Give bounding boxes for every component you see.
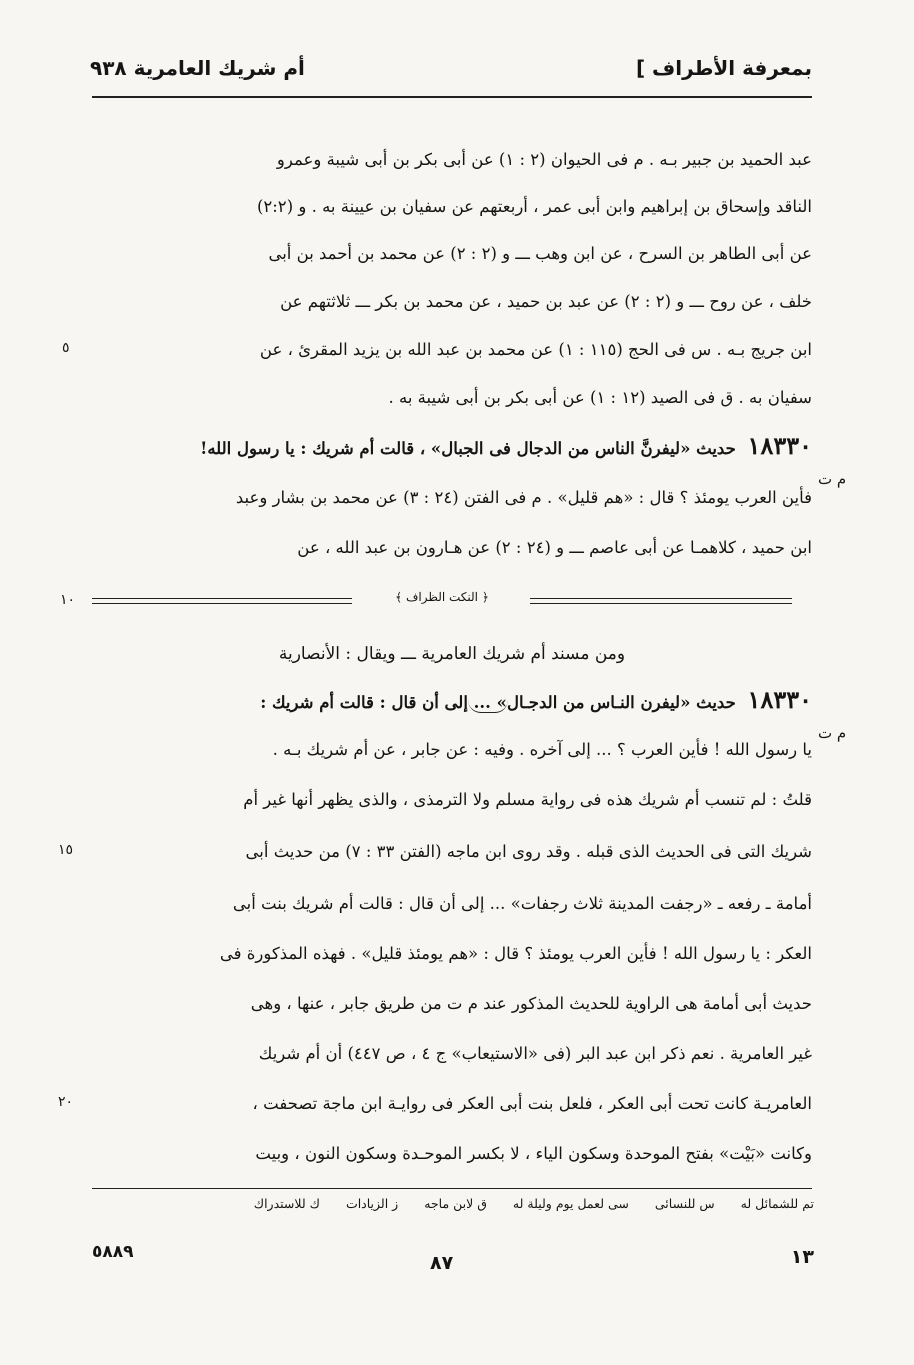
hadith2-text: حديث «ليفرن النـاس من الدجـال» ... إلى أن قال : قالت أم شريك : xyxy=(260,693,736,712)
text-line: عن أبى الطاهر بن السرح ، عن ابن وهب ـــ و (٢ : ٢) عن محمد بن أحمد بن أبى xyxy=(268,244,812,263)
divider-caption: ﴿ النكت الظراف ﴾ xyxy=(395,590,489,604)
text-line: الناقد وإسحاق بن إبراهيم وابن أبى عمر ، أربعتهم عن سفيان بن عيينة به . و (٢:٢) xyxy=(256,197,812,216)
text-line: عبد الحميد بن جبير بـه . م فى الحيوان (٢ : ١) عن أبى بكر بن أبى شيبة وعمرو xyxy=(276,150,812,169)
header-left: أم شريك العامرية ٩٣٨ xyxy=(90,56,305,80)
text-line: وكانت «بَيْت» بفتح الموحدة وسكون الياء ، لا بكسر الموحـدة وسكون النون ، وبيت xyxy=(255,1144,812,1163)
text-line: ابن جريج بـه . س فى الحج (١١٥ : ١) عن محمد بن عبد الله بن يزيد المقرئ ، عن xyxy=(259,340,812,359)
section-divider xyxy=(92,590,792,612)
hadith1-text: حديث «ليفرنَّ الناس من الدجال فى الجبال» ، قالت أم شريك : يا رسول الله! xyxy=(200,439,736,458)
hadith2-line1 xyxy=(122,686,812,716)
text-line: خلف ، عن روح ـــ و (٢ : ٢) عن عبد بن حميد ، عن محمد بن بكر ـــ ثلاثتهم عن xyxy=(280,292,812,311)
margin-line-number: ١٠ xyxy=(60,592,76,608)
text-line: العامريـة كانت تحت أبى العكر ، فلعل بنت أبى العكر فى روايـة ابن ماجة تصحفت ، xyxy=(252,1094,812,1113)
text-line: قلتُ : لم تنسب أم شريك هذه فى رواية مسلم ولا الترمذى ، والذى يظهر أنها غير أم xyxy=(243,790,812,809)
margin-line-number: ٥ xyxy=(62,340,70,356)
hadith1-line1 xyxy=(122,432,812,462)
footnote-rule xyxy=(92,1188,812,1189)
text-line: أمامة ـ رفعه ـ «رجفت المدينة ثلاث رجفات» ... إلى أن قال : قالت أم شريك بنت أبى xyxy=(232,894,812,913)
header-right: بمعرفة الأطراف ] xyxy=(635,56,812,80)
divider-rule-right xyxy=(530,598,792,604)
footnote-item: ق لابن ماجه xyxy=(424,1196,487,1211)
hadith1-line3: ابن حميد ، كلاهمـا عن أبى عاصم ـــ و (٢٤ : ٢) عن هـارون بن عبد الله ، عن xyxy=(297,538,812,557)
text-line: غير العامرية . نعم ذكر ابن عبد البر (فى «الاستيعاب» ج ٤ ، ص ٤٤٧) أن أم شريك xyxy=(258,1044,812,1063)
text-line: يا رسول الله ! فأين العرب ؟ ... إلى آخره . وفيه : عن جابر ، عن أم شريك بـه . xyxy=(272,740,812,759)
footnote-key xyxy=(94,1196,814,1211)
footnote-item: سى لعمل يوم وليلة له xyxy=(512,1196,629,1211)
margin-note: م ت xyxy=(818,470,847,488)
footnote-item: س للنسائى xyxy=(654,1196,715,1211)
header-rule xyxy=(92,96,812,98)
hadith2-number: ١٨٣٣٠ xyxy=(747,686,812,714)
volume-number: ١٣ xyxy=(790,1246,814,1268)
sequence-number: ٥٨٨٩ xyxy=(92,1242,134,1262)
text-line: سفيان به . ق فى الصيد (١٢ : ١) عن أبى بكر بن أبى شيبة به . xyxy=(388,388,812,407)
page-number: ٨٧ xyxy=(430,1252,454,1274)
margin-note: م ت xyxy=(818,724,847,742)
footnote-item: ز الزيادات xyxy=(345,1196,399,1211)
margin-line-number: ١٥ xyxy=(58,842,74,858)
text-line: حديث أبى أمامة هى الراوية للحديث المذكور عند م ت من طريق جابر ، عنها ، وهى xyxy=(250,994,812,1013)
section-subtitle: ومن مسند أم شريك العامرية ـــ ويقال : الأنصارية xyxy=(278,644,626,664)
divider-rule-left xyxy=(92,598,352,604)
text-line: العكر : يا رسول الله ! فأين العرب يومئذ ؟ قال : «هم يومئذ قليل» . فهذه المذكورة فى xyxy=(219,944,812,963)
footnote-item: تم للشمائل له xyxy=(740,1196,814,1211)
footnote-item: ك للاستدراك xyxy=(253,1196,320,1211)
hadith1-line2: فأين العرب يومئذ ؟ قال : «هم قليل» . م فى الفتن (٢٤ : ٣) عن محمد بن بشار وعبد xyxy=(235,488,812,507)
margin-line-number: ٢٠ xyxy=(58,1094,74,1110)
hadith1-number: ١٨٣٣٠ xyxy=(747,432,812,460)
page-header xyxy=(90,56,812,90)
text-line: شريك التى فى الحديث الذى قبله . وقد روى ابن ماجه (الفتن ٣٣ : ٧) من حديث أبى xyxy=(245,842,812,861)
